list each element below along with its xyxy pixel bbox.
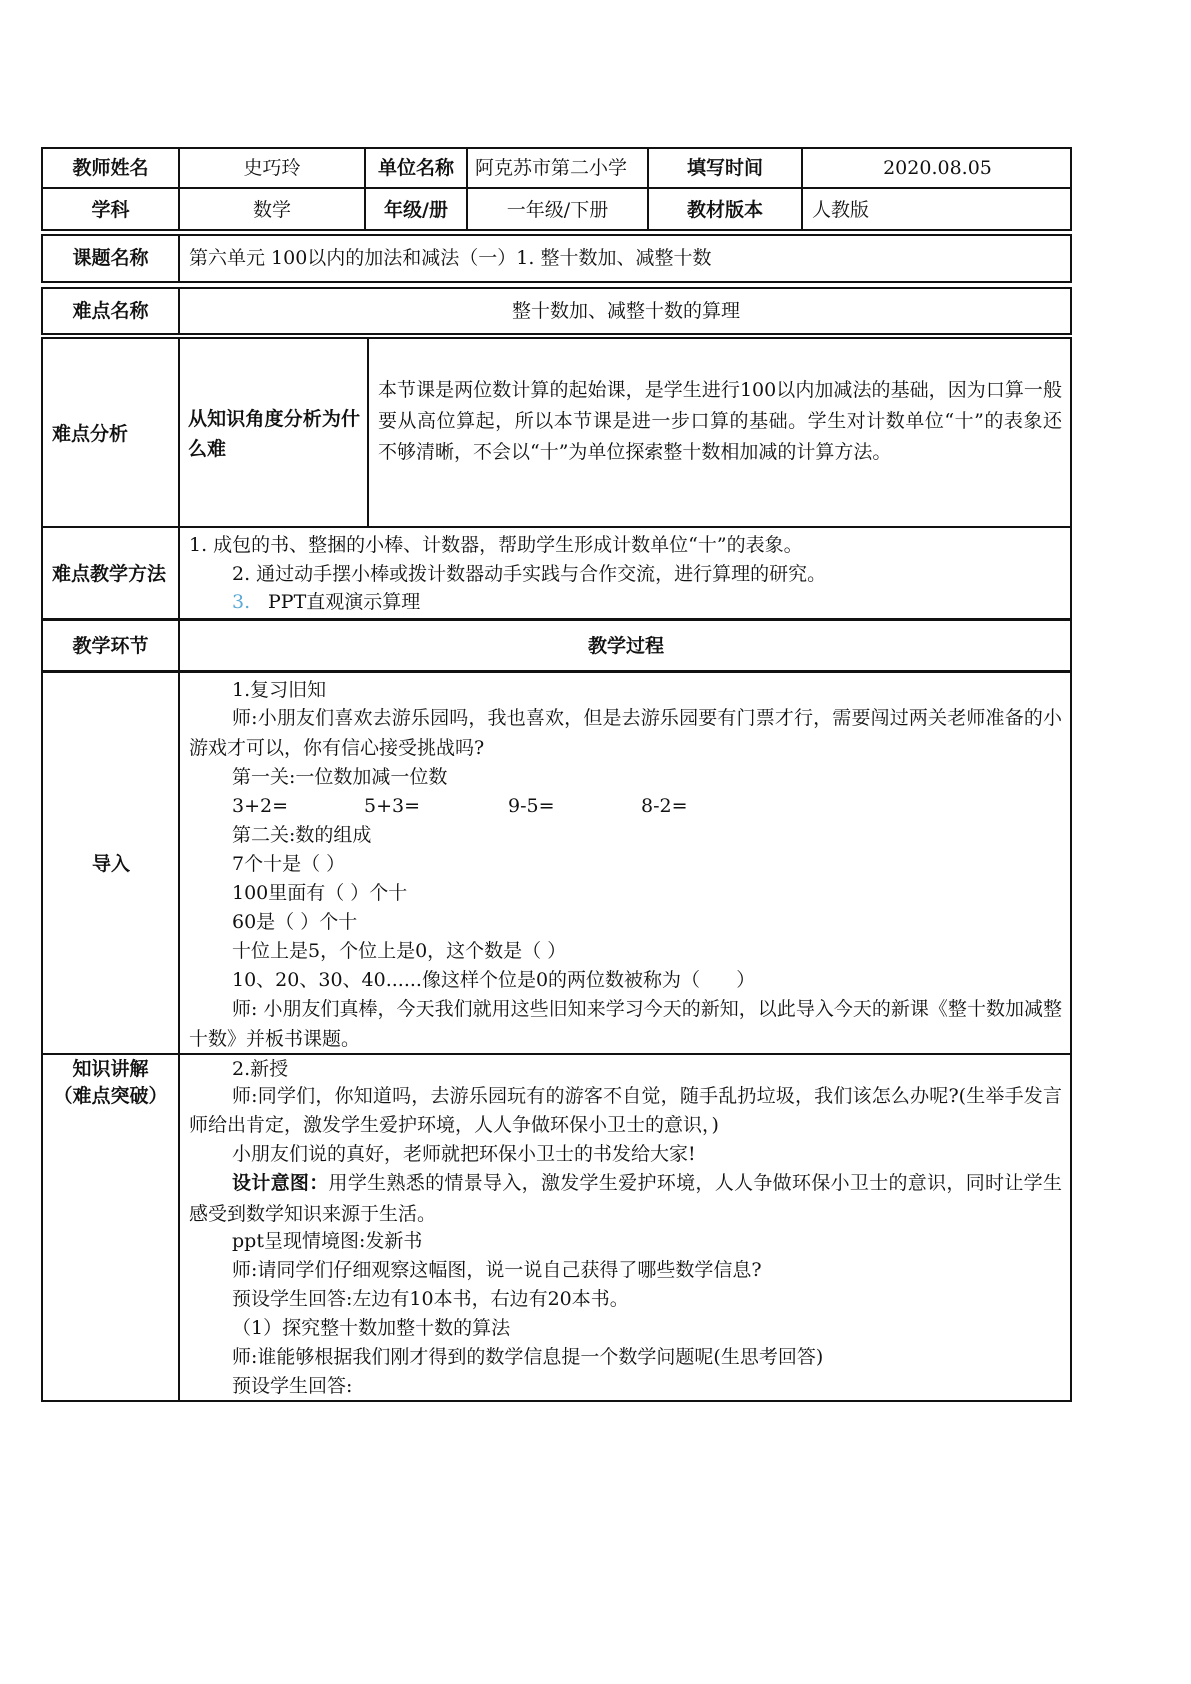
divider [367, 337, 369, 528]
intro-line: 十位上是5，个位上是0，这个数是（ ） [232, 940, 567, 962]
knowledge-line: ppt呈现情境图:发新书 [232, 1230, 423, 1252]
design-intent-text: 用学生熟悉的情景导入，激发学生爱护环境，人人争做环保小卫士的意识，同时让学生感受到数学知识来源于生活。 [189, 1172, 1062, 1225]
difficulty-label: 难点名称 [72, 300, 149, 322]
intro-line: 100里面有（ ）个十 [232, 882, 408, 904]
method-label: 难点教学方法 [52, 563, 167, 585]
equation: 8-2= [641, 795, 688, 817]
knowledge-sublabel: （难点突破） [53, 1085, 168, 1107]
method-item: PPT直观演示算理 [268, 591, 421, 613]
subject: 数学 [252, 199, 291, 221]
fill-time: 2020.08.05 [883, 157, 992, 179]
grade-label: 年级/册 [384, 199, 448, 221]
topic-label: 课题名称 [72, 247, 149, 269]
method-item: 2. 通过动手摆小棒或拨计数器动手实践与合作交流，进行算理的研究。 [232, 563, 827, 585]
intro-line: 7个十是（ ） [232, 853, 346, 875]
intro-line: 第一关:一位数加减一位数 [232, 766, 448, 788]
divider [178, 1054, 180, 1402]
difficulty-value: 整十数加、减整十数的算理 [511, 300, 740, 322]
method-item: 1. 成包的书、整捆的小棒、计数器，帮助学生形成计数单位“十”的表象。 [189, 534, 803, 556]
intro-line: 第二关:数的组成 [232, 824, 372, 846]
process-stage-label: 教学环节 [72, 635, 149, 657]
design-intent-label: 设计意图： [232, 1172, 329, 1194]
knowledge-label: 知识讲解 [72, 1058, 149, 1080]
method-item-number: 3. [232, 591, 251, 613]
intro-line: 60是（ ）个十 [232, 911, 358, 933]
intro-line: 10、20、30、40......像这样个位是0的两位数被称为（ ） [232, 969, 756, 991]
knowledge-line: 师:请同学们仔细观察这幅图，说一说自己获得了哪些数学信息? [232, 1259, 762, 1281]
intro-label: 导入 [92, 853, 131, 875]
divider [41, 187, 1072, 189]
knowledge-line: 师:谁能够根据我们刚才得到的数学信息提一个数学问题呢(生思考回答) [232, 1346, 824, 1368]
divider [178, 234, 180, 283]
divider [178, 526, 180, 620]
analysis-text: 本节课是两位数计算的起始课，是学生进行100以内加减法的基础，因为口算一般要从高位算起，所以本节课是进一步口算的基础。学生对计数单位“十”的表象还不够清晰，不会以“十”为单位探索整十数相加减的计算方法。 [378, 379, 1062, 463]
equation: 9-5= [508, 795, 555, 817]
equation: 3+2= [232, 795, 289, 817]
analysis-label: 难点分析 [52, 423, 129, 445]
analysis-sublabel: 从知识角度分析为什么难 [188, 408, 360, 460]
teacher-name-label: 教师姓名 [72, 157, 149, 179]
fill-time-label: 填写时间 [686, 157, 763, 179]
topic-value: 第六单元 100以内的加法和减法（一）1. 整十数加、减整十数 [189, 247, 712, 269]
knowledge-line: 预设学生回答: [232, 1375, 353, 1397]
design-intent [189, 1168, 1062, 1230]
divider [41, 1400, 1072, 1402]
teacher-name: 史巧玲 [243, 157, 301, 179]
knowledge-line: 预设学生回答:左边有10本书，右边有20本书。 [232, 1288, 629, 1310]
knowledge-line: 2.新授 [232, 1058, 289, 1080]
knowledge-line: （1）探究整十数加整十数的算法 [232, 1317, 511, 1339]
knowledge-line: 小朋友们说的真好，老师就把环保小卫士的书发给大家! [232, 1143, 696, 1165]
unit-label: 单位名称 [377, 157, 454, 179]
intro-line: 师: 小朋友们真棒，今天我们就用这些旧知来学习今天的新知，以此导入今天的新课《整十数加减整十数》并板书课题。 [189, 998, 1062, 1050]
divider [1070, 1054, 1072, 1402]
edition: 人教版 [812, 199, 870, 221]
intro-line: 1.复习旧知 [232, 679, 327, 701]
unit-name: 阿克苏市第二小学 [475, 157, 628, 179]
subject-label: 学科 [91, 199, 130, 221]
divider [178, 671, 180, 1055]
divider [178, 337, 180, 528]
knowledge-line: 师:同学们，你知道吗，去游乐园玩有的游客不自觉，随手乱扔垃圾，我们该怎么办呢?(生举手发言师给出肯定，激发学生爱护环境，人人争做环保小卫士的意识，) [189, 1085, 1062, 1136]
intro-line: 师:小朋友们喜欢去游乐园吗，我也喜欢，但是去游乐园要有门票才行，需要闯过两关老师准备的小游戏才可以，你有信心接受挑战吗? [189, 707, 1062, 759]
equation: 5+3= [364, 795, 421, 817]
edition-label: 教材版本 [686, 199, 763, 221]
grade: 一年级/下册 [506, 199, 609, 221]
process-label: 教学过程 [587, 635, 664, 657]
